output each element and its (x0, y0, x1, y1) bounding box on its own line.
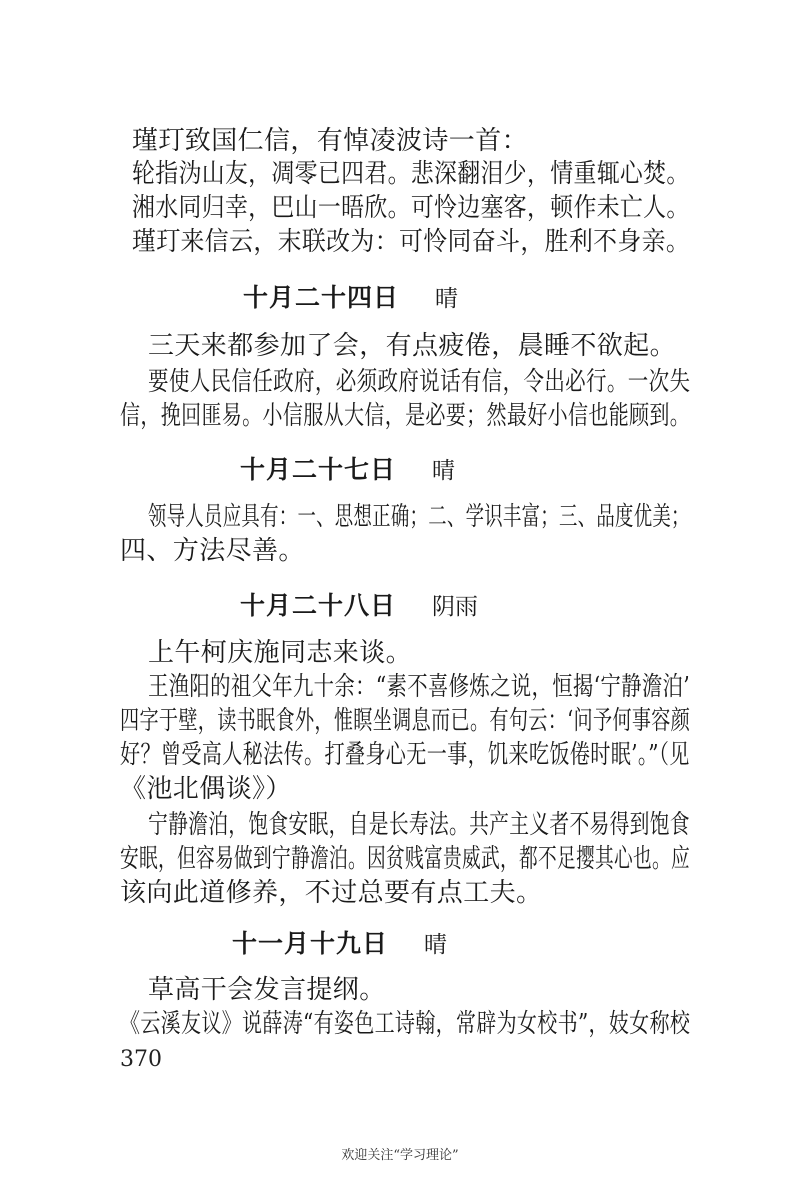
poem-line: 轮指沩山友，凋零已四君。悲深翻泪少，情重辄心焚。 (132, 159, 690, 189)
diary-date-heading (243, 281, 458, 316)
text-line: 宁静澹泊，饱食安眠，自是长寿法。共产主义者不易得到饱食 (148, 810, 690, 840)
diary-date-heading (240, 453, 455, 488)
diary-date-heading (240, 589, 478, 624)
date-label: 十月二十八日 (240, 591, 397, 620)
text-line: 安眠，但容易做到宁静澹泊。因贫贱富贵威武，都不足撄其心也。应 (120, 844, 691, 874)
text-line: 《云溪友议》说薛涛“有姿色工诗翰，常辟为女校书”，妓女称校 (120, 1009, 691, 1039)
text-line: 《池北偶谈》） (120, 774, 292, 804)
text-line: 信，挽回匪易。小信服从大信，是必要；然最好小信也能顾到。 (120, 401, 691, 431)
date-label: 十月二十四日 (243, 283, 400, 312)
weather-label: 晴 (432, 458, 456, 484)
date-label: 十月二十七日 (240, 455, 397, 484)
text-line: 四字于壁，读书眠食外，惟瞑坐调息而已。有句云：‘问予何事容颜 (120, 706, 691, 736)
text-line: 瑾玎致国仁信，有悼凌波诗一首： (132, 126, 529, 156)
page-number: 370 (120, 1047, 162, 1072)
weather-label: 晴 (435, 286, 459, 312)
text-line: 草高干会发言提纲。 (148, 975, 386, 1005)
poem-line: 湘水同归幸，巴山一晤欣。可怜边塞客，顿作未亡人。 (132, 193, 690, 223)
text-line: 四、方法尽善。 (120, 536, 305, 566)
text-line: 王渔阳的祖父年九十余：“素不喜修炼之说，恒揭‘宁静澹泊’ (148, 672, 691, 702)
text-line: 该向此道修养，不过总要有点工夫。 (120, 878, 543, 908)
text-line: 上午柯庆施同志来谈。 (148, 638, 413, 668)
footer-watermark: 欢迎关注“学习理论” (341, 1148, 459, 1163)
diary-date-heading (232, 927, 447, 962)
text-line: 好？曾受高人秘法传。打叠身心无一事，饥来吃饭倦时眠’。”（见 (120, 740, 690, 770)
text-line: 领导人员应具有：一、思想正确；二、学识丰富；三、品度优美； (148, 502, 690, 532)
weather-label: 阴雨 (432, 594, 479, 620)
text-line: 三天来都参加了会，有点疲倦，晨睡不欲起。 (148, 331, 677, 361)
weather-label: 晴 (424, 932, 448, 958)
text-line: 要使人民信任政府，必须政府说话有信，令出必行。一次失 (148, 367, 691, 397)
text-line: 瑾玎来信云，末联改为：可怜同奋斗，胜利不身亲。 (132, 227, 691, 257)
date-label: 十一月十九日 (232, 929, 389, 958)
